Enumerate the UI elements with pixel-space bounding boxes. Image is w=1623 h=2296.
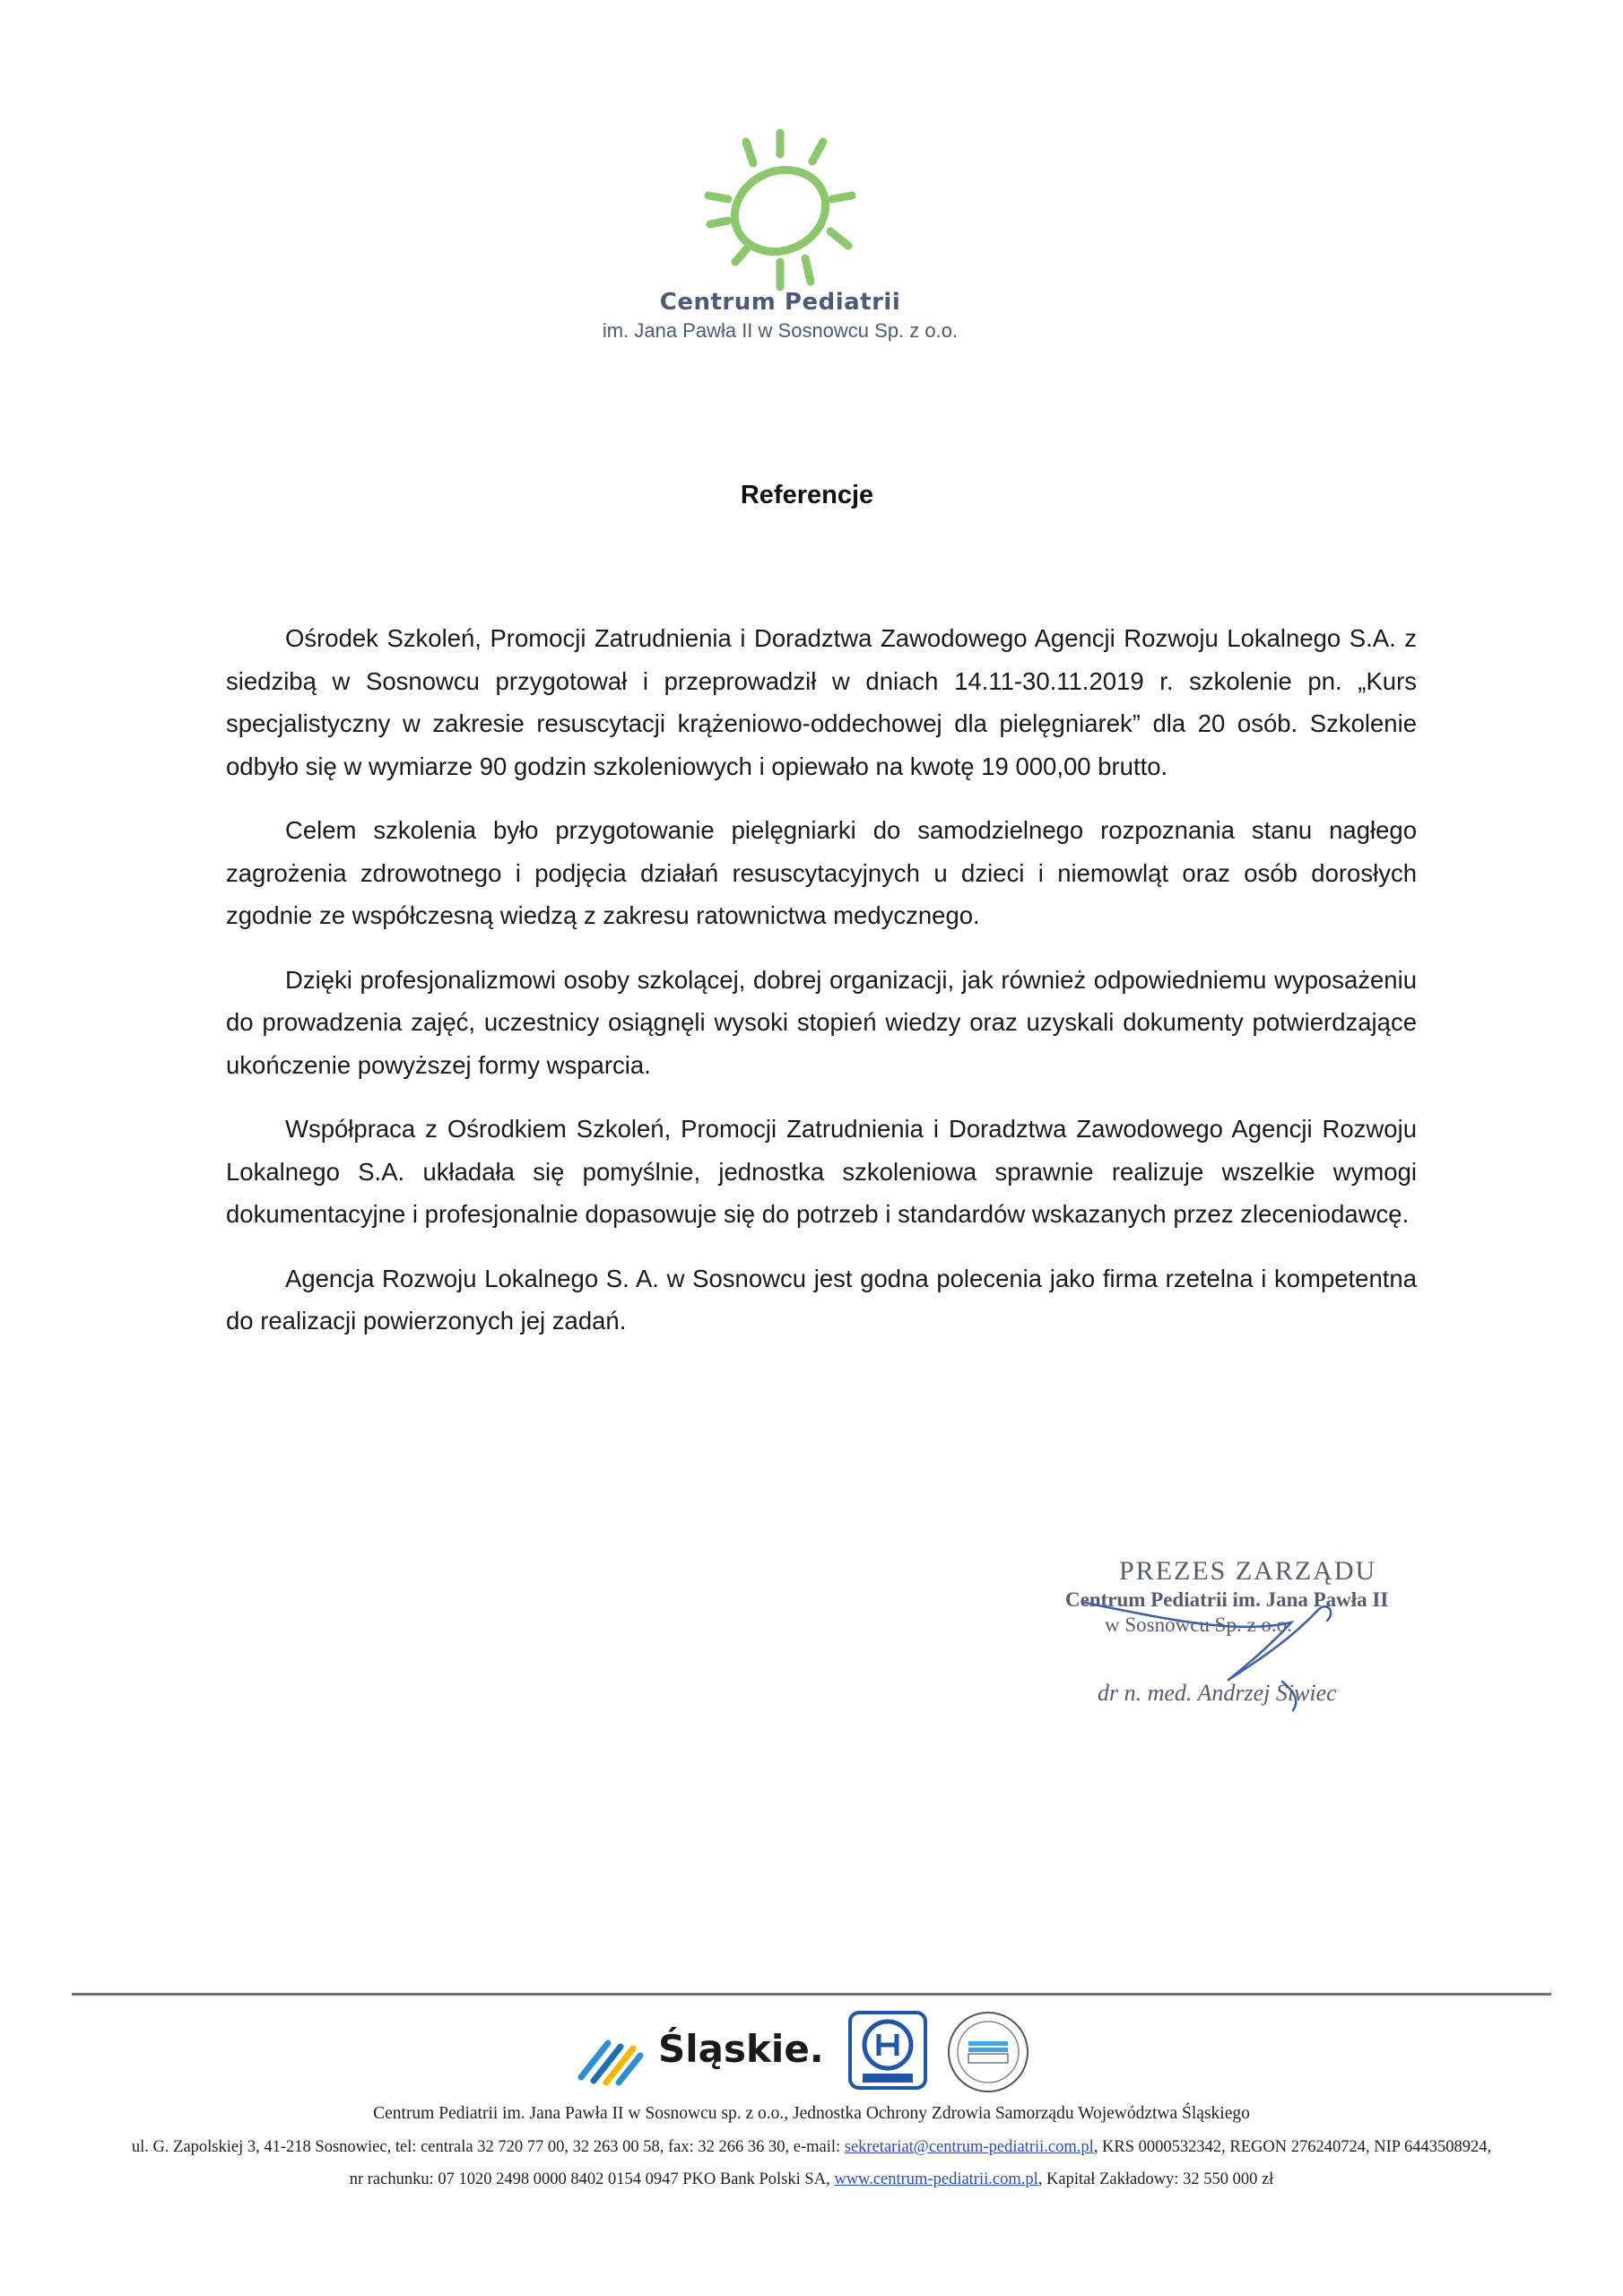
footer-bank: nr rachunku: 07 1020 2498 0000 8402 0154 0947 PKO Bank Polski SA, bbox=[349, 2170, 835, 2188]
paragraph-5: Agencja Rozwoju Lokalnego S. A. w Sosnowcu jest godna polecenia jako firma rzetelna i kompetentna do realizacji powierzonych jej zadań. bbox=[226, 1264, 1417, 1335]
stamp-location: w Sosnowcu Sp. z o.o. bbox=[1105, 1613, 1292, 1636]
paragraph-4: Współpraca z Ośrodkiem Szkoleń, Promocji Zatrudnienia i Doradztwa Zawodowego Agencji Rozwoju Lokalnego S.A. układała się pomyślnie, jednostka szkoleniowa sprawnie realizuje wszelkie wymogi dokumentacyjne i profesjonalnie dopasowuje się do potrzeb i standardów wskazanych przez zleceniodawcę. bbox=[226, 1115, 1417, 1228]
quality-certificate-icon bbox=[846, 2009, 929, 2092]
slaskie-brand: Śląskie. bbox=[658, 2027, 824, 2071]
footer-capital: , Kapitał Zakładowy: 32 550 000 zł bbox=[1037, 2170, 1274, 2188]
stamp-title: PREZES ZARZĄDU bbox=[1119, 1556, 1377, 1586]
footer-address: ul. G. Zapolskiej 3, 41-218 Sosnowiec, tel: centrala 32 720 77 00, 32 263 00 58, fax: 32 266 36 30, e-mail: bbox=[131, 2138, 845, 2156]
footer-divider bbox=[72, 1993, 1551, 1996]
footer-line-2 bbox=[0, 2138, 1623, 2157]
document-title: Referencje bbox=[740, 481, 874, 509]
letter-body bbox=[226, 617, 1417, 1364]
handwritten-signature-icon bbox=[1058, 1556, 1435, 1722]
footer-line-3 bbox=[0, 2170, 1623, 2189]
paragraph-1: Ośrodek Szkoleń, Promocji Zatrudnienia i Doradztwa Zawodowego Agencji Rozwoju Lokalnego S.A. z siedzibą w Sosnowcu przygotował i przeprowadził w dniach 14.11-30.11.2019 r. szkolenie pn. „Kurs specjalistyczny w zakresie resuscytacji krążeniowo-oddechowej dla pielęgniarek” dla 20 osób. Szkolenie odbyło się w wymiarze 90 godzin szkoleniowych i opiewało na kwotę 19 000,00 brutto. bbox=[226, 624, 1417, 780]
organization-name: Centrum Pediatrii bbox=[659, 289, 901, 316]
slaskie-logo-icon bbox=[574, 2025, 646, 2088]
paragraph-2: Celem szkolenia było przygotowanie pielęgniarki do samodzielnego rozpoznania stanu nagłego zagrożenia zdrowotnego i podjęcia działań resuscytacyjnych u dzieci i niemowląt oraz osób dorosłych zgodnie ze współczesną wiedzą z zakresu ratownictwa medycznego. bbox=[226, 816, 1417, 929]
website-link[interactable]: www.centrum-pediatrii.com.pl bbox=[834, 2170, 1038, 2188]
email-link[interactable]: sekretariat@centrum-pediatrii.com.pl bbox=[844, 2138, 1094, 2156]
stamp-signatory: dr n. med. Andrzej Siwiec bbox=[1098, 1680, 1337, 1706]
dnv-gl-certificate-icon bbox=[945, 2009, 1031, 2095]
stamp-organization: Centrum Pediatrii im. Jana Pawła II bbox=[1065, 1588, 1389, 1611]
footer-line-1: Centrum Pediatrii im. Jana Pawła II w Sosnowcu sp. z o.o., Jednostka Ochrony Zdrowia Samorządu Województwa Śląskiego bbox=[373, 2104, 1250, 2123]
organization-subtitle: im. Jana Pawła II w Sosnowcu Sp. z o.o. bbox=[602, 319, 959, 342]
signature-stamp bbox=[1058, 1556, 1435, 1722]
paragraph-3: Dzięki profesjonalizmowi osoby szkolącej, dobrej organizacji, jak również odpowiedniemu wyposażeniu do prowadzenia zajęć, uczestnicy osiągnęli wysoki stopień wiedzy oraz uzyskali dokumenty potwierdzające ukończenie powyższej formy wsparcia. bbox=[226, 965, 1417, 1079]
sun-logo-icon bbox=[646, 117, 915, 305]
footer-registry: , KRS 0000532342, REGON 276240724, NIP 6443508924, bbox=[1093, 2138, 1492, 2156]
